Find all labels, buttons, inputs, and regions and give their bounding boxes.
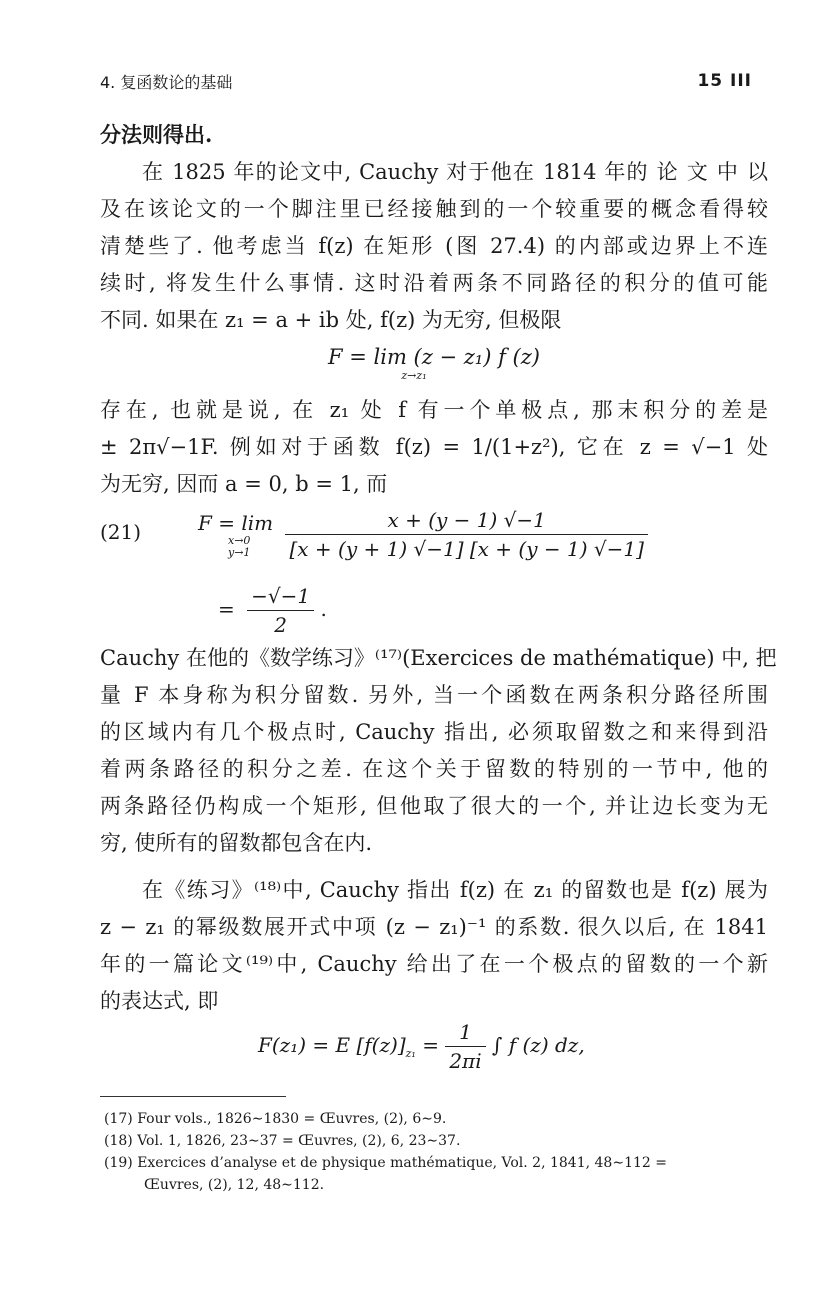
residue-lhs: F(z₁) = E [f(z)] bbox=[258, 1033, 406, 1057]
eq21-numerator: x + (y − 1) √−1 bbox=[387, 508, 546, 532]
equation-residue bbox=[258, 1020, 585, 1073]
text-line: 分法则得出. bbox=[100, 122, 213, 147]
equation-21 bbox=[100, 508, 768, 638]
eq21-sub-y: y→1 bbox=[228, 545, 251, 559]
text-line: 的表达式, 即 bbox=[100, 989, 219, 1013]
equation-21-line1 bbox=[198, 508, 648, 561]
footnote-divider bbox=[100, 1096, 286, 1097]
text-line: z − z₁ 的幂级数展开式中项 (z − z₁)⁻¹ 的系数. 很久以后, 在 1841 bbox=[100, 915, 768, 939]
text-line: 两条路径仍构成一个矩形, 但他取了很大的一个, 并让边长变为无 bbox=[100, 794, 768, 818]
eq21-sub-x: x→0 bbox=[228, 533, 251, 547]
text-line: 清楚些了. 他考虑当 f(z) 在矩形 (图 27.4) 的内部或边界上不连 bbox=[100, 234, 768, 258]
eq21-equals: = bbox=[218, 597, 235, 621]
page-number: 15 III bbox=[697, 71, 752, 91]
eq21-result-denominator: 2 bbox=[247, 610, 314, 637]
limit-subscript: z→z₁ bbox=[401, 369, 427, 382]
text-line: 存在, 也就是说, 在 z₁ 处 f 有一个单极点, 那末积分的差是 bbox=[100, 398, 768, 422]
section-title: 4. 复函数论的基础 bbox=[100, 72, 233, 92]
text-line: 在 1825 年的论文中, Cauchy 对于他在 1814 年的 论 文 中 以 bbox=[142, 160, 768, 184]
residue-integral: ∫ f (z) dz, bbox=[491, 1033, 585, 1057]
text-line: 及在该论文的一个脚注里已经接触到的一个较重要的概念看得较 bbox=[100, 197, 768, 221]
residue-equals: = bbox=[422, 1033, 439, 1057]
footnotes bbox=[104, 1108, 768, 1196]
text-line: 的区域内有几个极点时, Cauchy 指出, 必须取留数之和来得到沿 bbox=[100, 720, 768, 744]
eq21-result-fraction bbox=[247, 584, 314, 637]
equation-number: (21) bbox=[100, 520, 142, 544]
text-line: 为无穷, 因而 a = 0, b = 1, 而 bbox=[100, 472, 388, 496]
residue-numerator: 1 bbox=[459, 1020, 472, 1044]
footnote-18: (18) Vol. 1, 1826, 23∼37 = Œuvres, (2), 6, 23∼37. bbox=[104, 1133, 461, 1149]
text-line: ± 2π√−1F. 例如对于函数 f(z) = 1/(1+z²), 它在 z = √−1 处 bbox=[100, 435, 768, 459]
eq21-period: . bbox=[320, 597, 327, 621]
eq21-lhs: F = lim bbox=[198, 510, 274, 535]
equation-text: F = lim (z − z₁) f (z) bbox=[328, 345, 540, 369]
paragraph-4 bbox=[100, 872, 768, 1020]
text-line: 量 F 本身称为积分留数. 另外, 当一个函数在两条积分路径所围 bbox=[100, 683, 768, 707]
text-line: 在《练习》⁽¹⁸⁾中, Cauchy 指出 f(z) 在 z₁ 的留数也是 f(z) 展为 bbox=[142, 878, 768, 902]
residue-denominator: 2πi bbox=[445, 1046, 485, 1073]
text-line: 续时, 将发生什么事情. 这时沿着两条不同路径的积分的值可能 bbox=[100, 271, 768, 295]
running-header bbox=[100, 66, 752, 96]
paragraph-1 bbox=[100, 154, 768, 339]
eq21-fraction bbox=[285, 508, 647, 561]
text-line: 穷, 使所有的留数都包含在内. bbox=[100, 831, 373, 855]
equation-21-line2 bbox=[218, 584, 327, 637]
text-line: 着两条路径的积分之差. 在这个关于留数的特别的一节中, 他的 bbox=[100, 757, 768, 781]
paragraph-3 bbox=[100, 640, 777, 862]
text-line: 年的一篇论文⁽¹⁹⁾中, Cauchy 给出了在一个极点的留数的一个新 bbox=[100, 952, 768, 976]
equation-limit bbox=[100, 345, 768, 382]
text-line: Cauchy 在他的《数学练习》⁽¹⁷⁾(Exercices de mathématique) 中, 把 bbox=[100, 646, 777, 670]
footnote-19: (19) Exercices d’analyse et de physique mathématique, Vol. 2, 1841, 48∼112 = bbox=[104, 1155, 667, 1171]
paragraph-2 bbox=[100, 392, 768, 503]
text-line: 不同. 如果在 z₁ = a + ib 处, f(z) 为无穷, 但极限 bbox=[100, 308, 562, 332]
footnote-17: (17) Four vols., 1826∼1830 = Œuvres, (2), 6∼9. bbox=[104, 1111, 447, 1127]
eq21-result-numerator: −√−1 bbox=[251, 584, 311, 608]
footnote-19-continued: Œuvres, (2), 12, 48∼112. bbox=[144, 1177, 325, 1193]
eq21-denominator: [x + (y + 1) √−1] [x + (y − 1) √−1] bbox=[285, 534, 647, 561]
residue-subscript: z₁ bbox=[405, 1047, 416, 1060]
residue-fraction bbox=[445, 1020, 485, 1073]
paragraph-continuation bbox=[100, 116, 768, 153]
